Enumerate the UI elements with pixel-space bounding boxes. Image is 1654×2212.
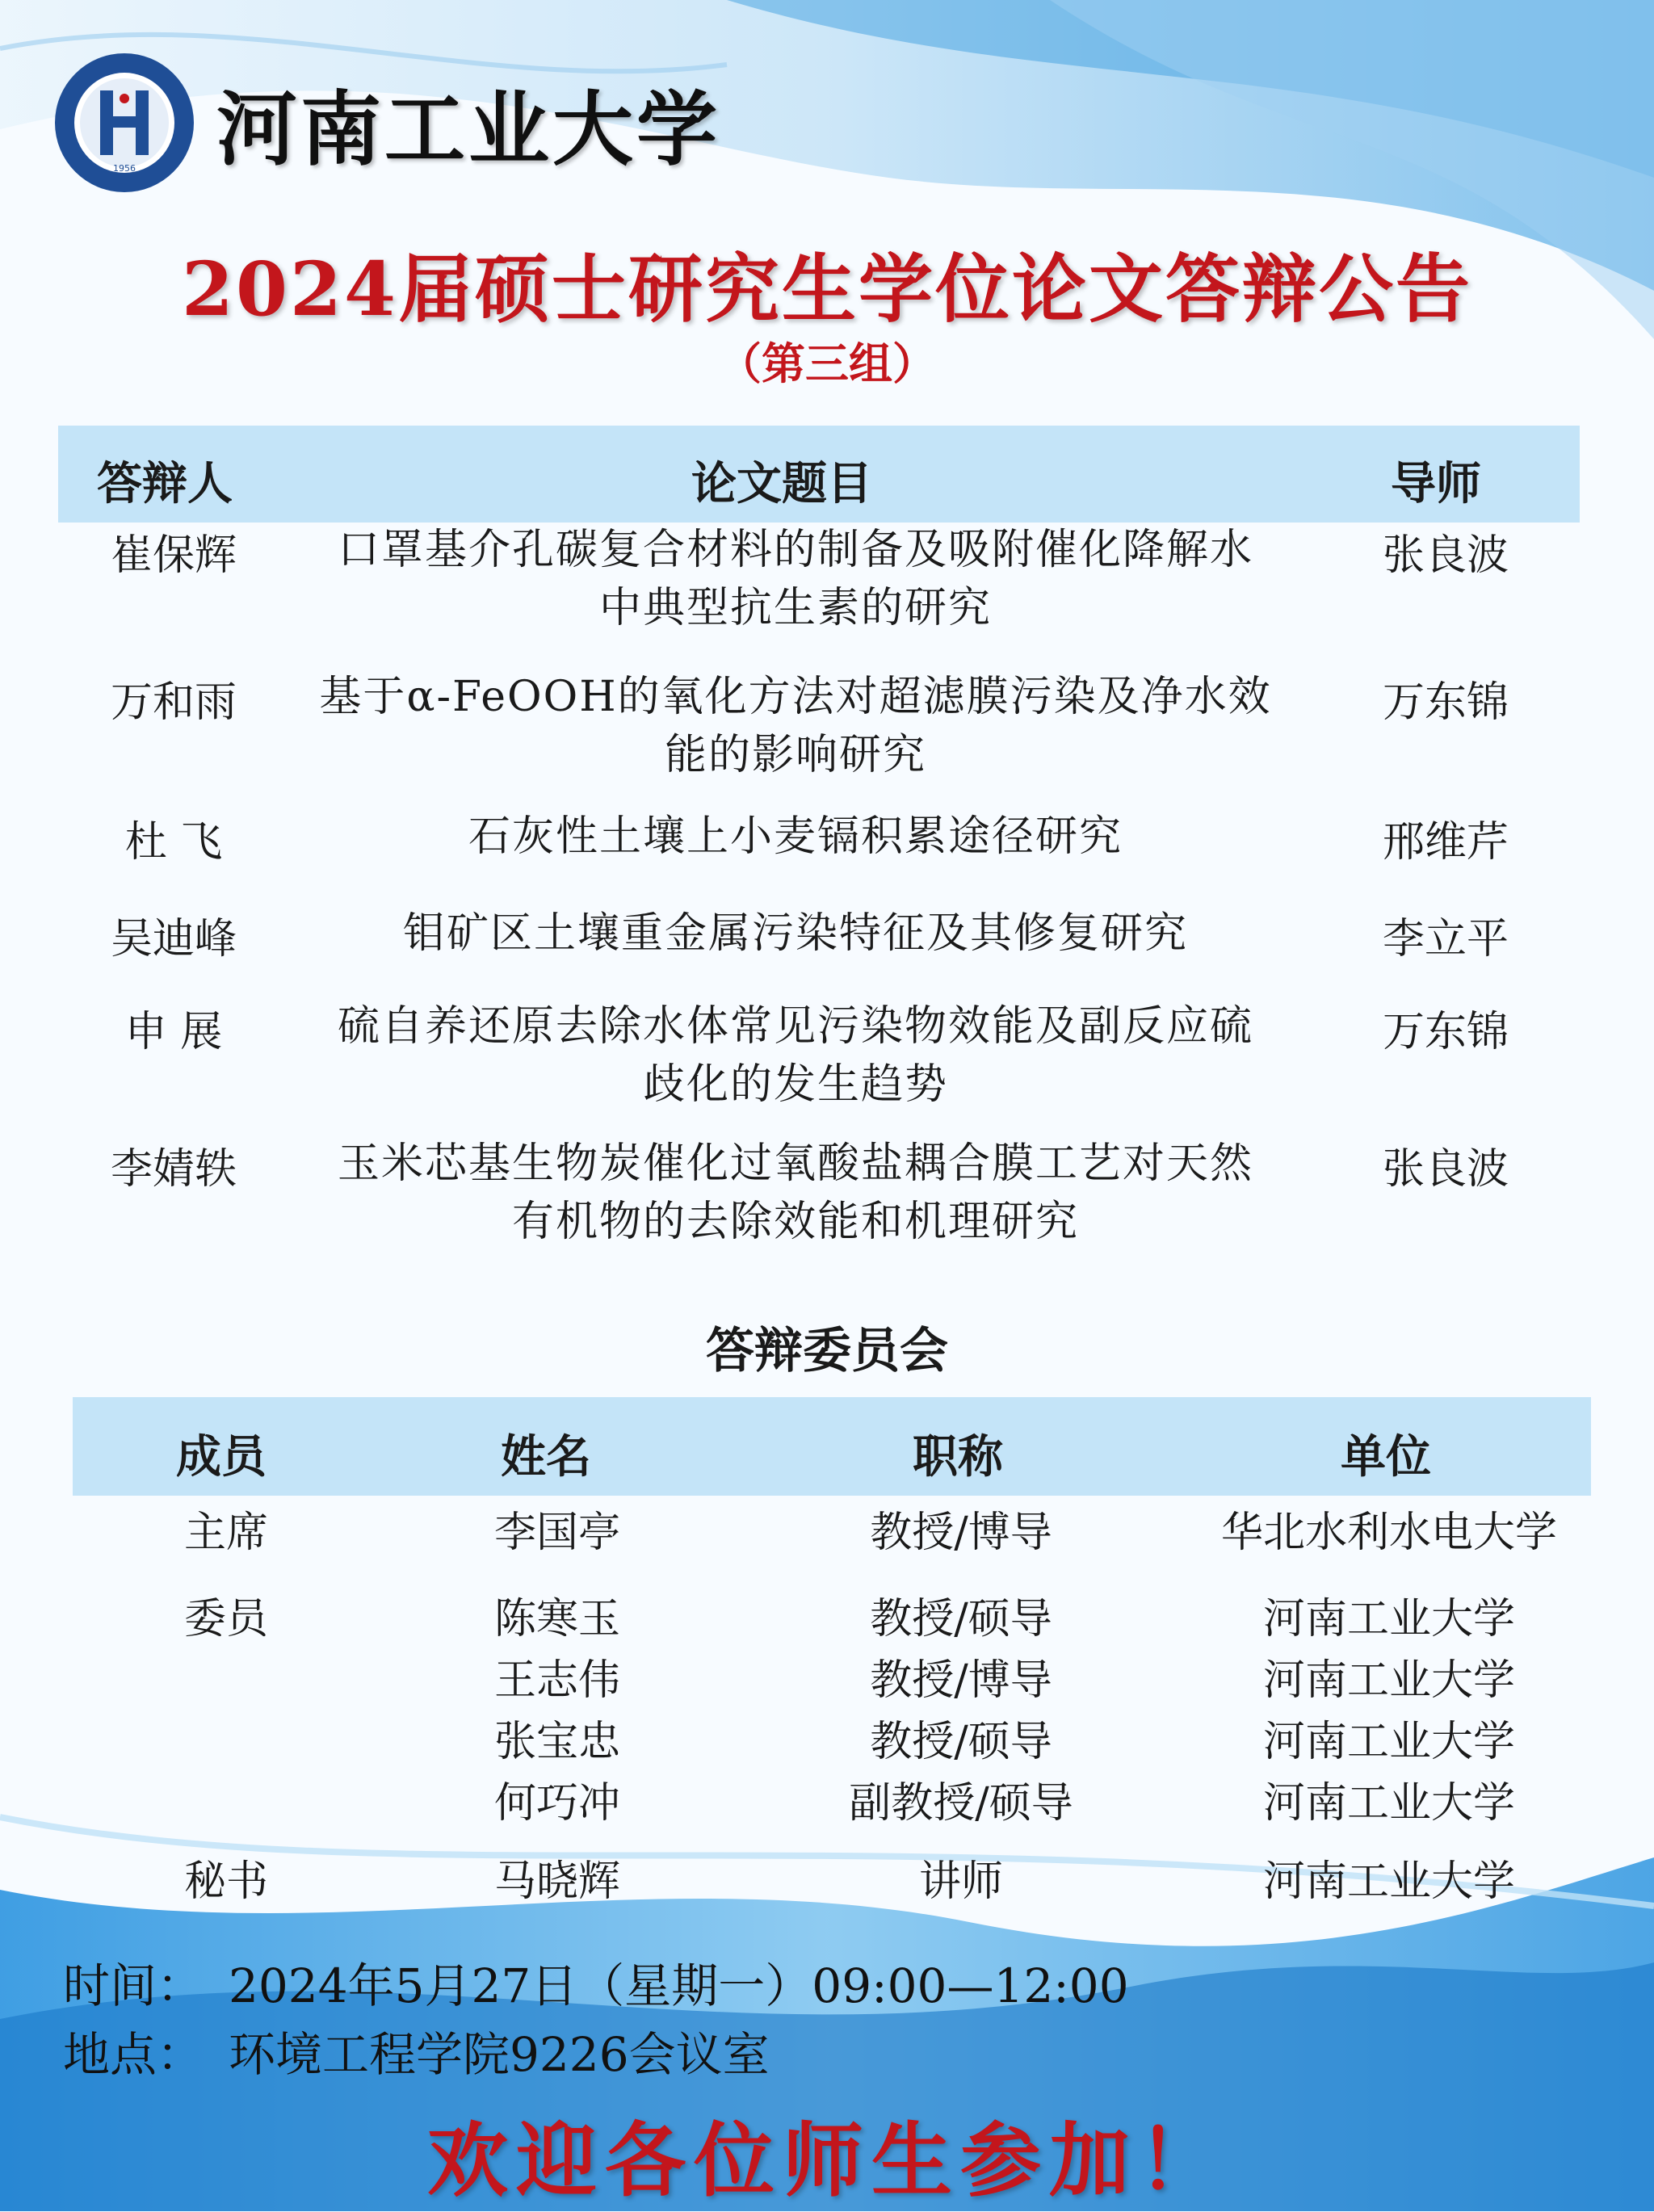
member-name: 马晓辉 (493, 1857, 620, 1906)
committee-row (0, 1646, 1654, 1707)
member-name: 陈寒玉 (493, 1595, 620, 1643)
committee-row (0, 1584, 1654, 1646)
defender-name: 万和雨 (110, 678, 237, 727)
committee-title: 答辩委员会 (706, 1323, 948, 1379)
member-title: 副教授/硕导 (849, 1779, 1073, 1828)
member-title: 教授/硕导 (870, 1718, 1052, 1766)
member-title: 教授/博导 (870, 1656, 1052, 1705)
advisor-name: 张良波 (1382, 531, 1509, 580)
place-label: 地点： (63, 2027, 204, 2082)
committee-row (0, 1769, 1654, 1830)
time-label: 时间： (63, 1958, 204, 2013)
member-unit: 河南工业大学 (1262, 1595, 1515, 1643)
university-name: 河南工业大学 (216, 82, 720, 177)
member-name: 张宝忠 (493, 1718, 620, 1766)
thesis-topic: 钼矿区土壤重金属污染特征及其修复研究 (402, 909, 1188, 958)
member-title: 教授/博导 (870, 1509, 1052, 1557)
place-info (63, 2017, 770, 2084)
thesis-table-header (58, 426, 1580, 523)
committee-row (0, 1498, 1654, 1559)
member-unit: 华北水利水电大学 (1220, 1509, 1557, 1557)
column-header-name: 姓名 (501, 1430, 591, 1484)
advisor-name: 李立平 (1382, 915, 1509, 963)
advisor-name: 万东锦 (1382, 1008, 1509, 1056)
advisor-name: 邢维芹 (1382, 818, 1509, 867)
committee-row (0, 1707, 1654, 1769)
column-header-defender: 答辩人 (97, 457, 233, 510)
advisor-name: 张良波 (1382, 1145, 1509, 1194)
place-value: 环境工程学院9226会议室 (229, 2027, 770, 2082)
defender-name: 杜 飞 (124, 818, 223, 867)
page-title: 2024届硕士研究生学位论文答辩公告 (181, 246, 1473, 333)
thesis-topic: 石灰性土壤上小麦镉积累途径研究 (468, 812, 1123, 861)
time-info (63, 1948, 1129, 2016)
committee-table-header (73, 1397, 1591, 1496)
thesis-topic: 基于α-FeOOH的氧化方法对超滤膜污染及净水效 能的影响研究 (319, 673, 1272, 779)
member-role: 委员 (183, 1595, 268, 1643)
advisor-name: 万东锦 (1382, 678, 1509, 727)
member-unit: 河南工业大学 (1262, 1779, 1515, 1828)
member-title: 讲师 (918, 1857, 1003, 1906)
defender-name: 申 展 (124, 1008, 223, 1056)
page-subtitle: （第三组） (718, 338, 936, 389)
member-name: 何巧冲 (493, 1779, 620, 1828)
member-unit: 河南工业大学 (1262, 1718, 1515, 1766)
member-name: 李国亭 (493, 1509, 620, 1557)
column-header-advisor: 导师 (1391, 457, 1481, 510)
column-header-topic: 论文题目 (691, 457, 872, 510)
thesis-topic: 口罩基介孔碳复合材料的制备及吸附催化降解水 中典型抗生素的研究 (337, 526, 1253, 632)
member-name: 王志伟 (493, 1656, 620, 1705)
time-value: 2024年5月27日（星期一）09:00—12:00 (229, 1958, 1129, 2013)
thesis-topic: 硫自养还原去除水体常见污染物效能及副反应硫 歧化的发生趋势 (337, 1002, 1253, 1109)
member-unit: 河南工业大学 (1262, 1656, 1515, 1705)
thesis-topic: 玉米芯基生物炭催化过氧酸盐耦合膜工艺对天然 有机物的去除效能和机理研究 (337, 1140, 1253, 1246)
column-header-title: 职称 (913, 1430, 1003, 1484)
welcome-banner: 欢迎各位师生参加！ (427, 2113, 1227, 2208)
defender-name: 李婧轶 (110, 1145, 237, 1194)
member-role: 秘书 (183, 1857, 268, 1906)
defender-name: 吴迪峰 (110, 915, 237, 963)
column-header-role: 成员 (176, 1430, 267, 1484)
member-title: 教授/硕导 (870, 1595, 1052, 1643)
committee-row (0, 1847, 1654, 1908)
svg-text:1956: 1956 (113, 163, 136, 174)
university-logo (52, 50, 197, 195)
member-role: 主席 (183, 1509, 268, 1557)
defender-name: 崔保辉 (110, 531, 237, 580)
member-unit: 河南工业大学 (1262, 1857, 1515, 1906)
column-header-unit: 单位 (1341, 1430, 1431, 1484)
